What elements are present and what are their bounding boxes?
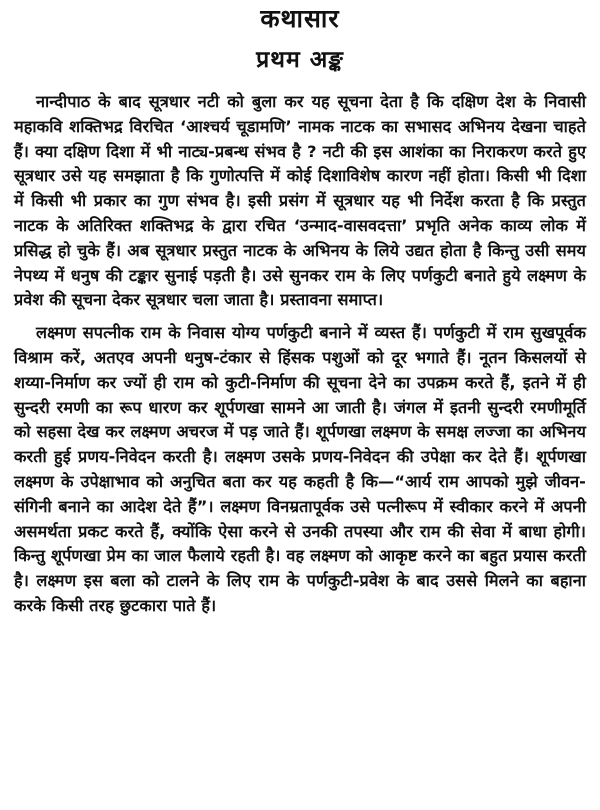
paragraph-2: लक्ष्मण सपत्नीक राम के निवास योग्य पर्णकुटी बनाने में व्यस्त हैं। पर्णकुटी में राम सुखपूर्वक विश्राम करें, अतएव अपनी धनुष-टंकार से हिंसक पशुओं को दूर भगाते हैं। नूतन किसलयों से शय्या-निर्माण कर ज्यों ही राम को कुटी-निर्माण की सूचना देने का उपक्रम करते हैं, इतने में ही सुन्दरी रमणी का रूप धारण कर शूर्पणखा सामने आ जाती है। जंगल में इतनी सुन्दरी रमणीमूर्ति को सहसा देख कर लक्ष्मण अचरज में पड़ जाते हैं। शूर्पणखा लक्ष्मण के समक्ष लज्जा का अभिनय करती हुई प्रणय-निवेदन करती है। लक्ष्मण उसके प्रणय-निवेदन की उपेक्षा कर देते हैं। शूर्पणखा लक्ष्मण के उपेक्षाभाव को अनुचित बता कर यह कहती है कि—“आर्य राम आपको मुझे जीवन-संगिनी बनाने का आदेश देते हैं”। लक्ष्मण विनम्रतापूर्वक उसे पत्नीरूप में स्वीकार करने में अपनी असमर्थता प्रकट करते हैं, क्योंकि ऐसा करने से उनकी तपस्या और राम की सेवा में बाधा होगी। किन्तु शूर्पणखा प्रेम का जाल फैलाये रहती है। वह लक्ष्मण को आकृष्ट करने का बहुत प्रयास करती है। लक्ष्मण इस बला को टालने के लिए राम के पर्णकुटी-प्रवेश के बाद उससे मिलने का बहाना करके किसी तरह छुटकारा पाते हैं। xyxy=(14,323,586,615)
paragraph-1: नान्दीपाठ के बाद सूत्रधार नटी को बुला कर यह सूचना देता है कि दक्षिण देश के निवासी महाकवि शक्तिभद्र विरचित ‘आश्चर्य चूडामणि’ नामक नाटक का सभासद अभिनय देखना चाहते हैं। क्या दक्षिण दिशा में भी नाट्य-प्रबन्ध संभव है ? नटी की इस आशंका का निराकरण करते हुए सूत्रधार उसे यह समझाता है कि गुणोत्पत्ति में कोई दिशाविशेष कारण नहीं होता। किसी भी दिशा में किसी भी प्रकार का गुण संभव है। इसी प्रसंग में सूत्रधार यह भी निर्देश करता है कि प्रस्तुत नाटक के अतिरिक्त शक्तिभद्र के द्वारा रचित ‘उन्माद-वासवदत्ता’ प्रभृति अनेक काव्य लोक में प्रसिद्ध हो चुके हैं। अब सूत्रधार प्रस्तुत नाटक के अभिनय के लिये उद्यत होता है किन्तु उसी समय नेपथ्य में धनुष की टङ्कार सुनाई पड़ती है। उसे सुनकर राम के लिए पर्णकुटी बनाते हुये लक्ष्मण के प्रवेश की सूचना देकर सूत्रधार चला जाता है। प्रस्तावना समाप्त। xyxy=(14,92,586,310)
section-subtitle: प्रथम अङ्क xyxy=(256,47,344,73)
page-title: कथासार xyxy=(260,4,340,33)
